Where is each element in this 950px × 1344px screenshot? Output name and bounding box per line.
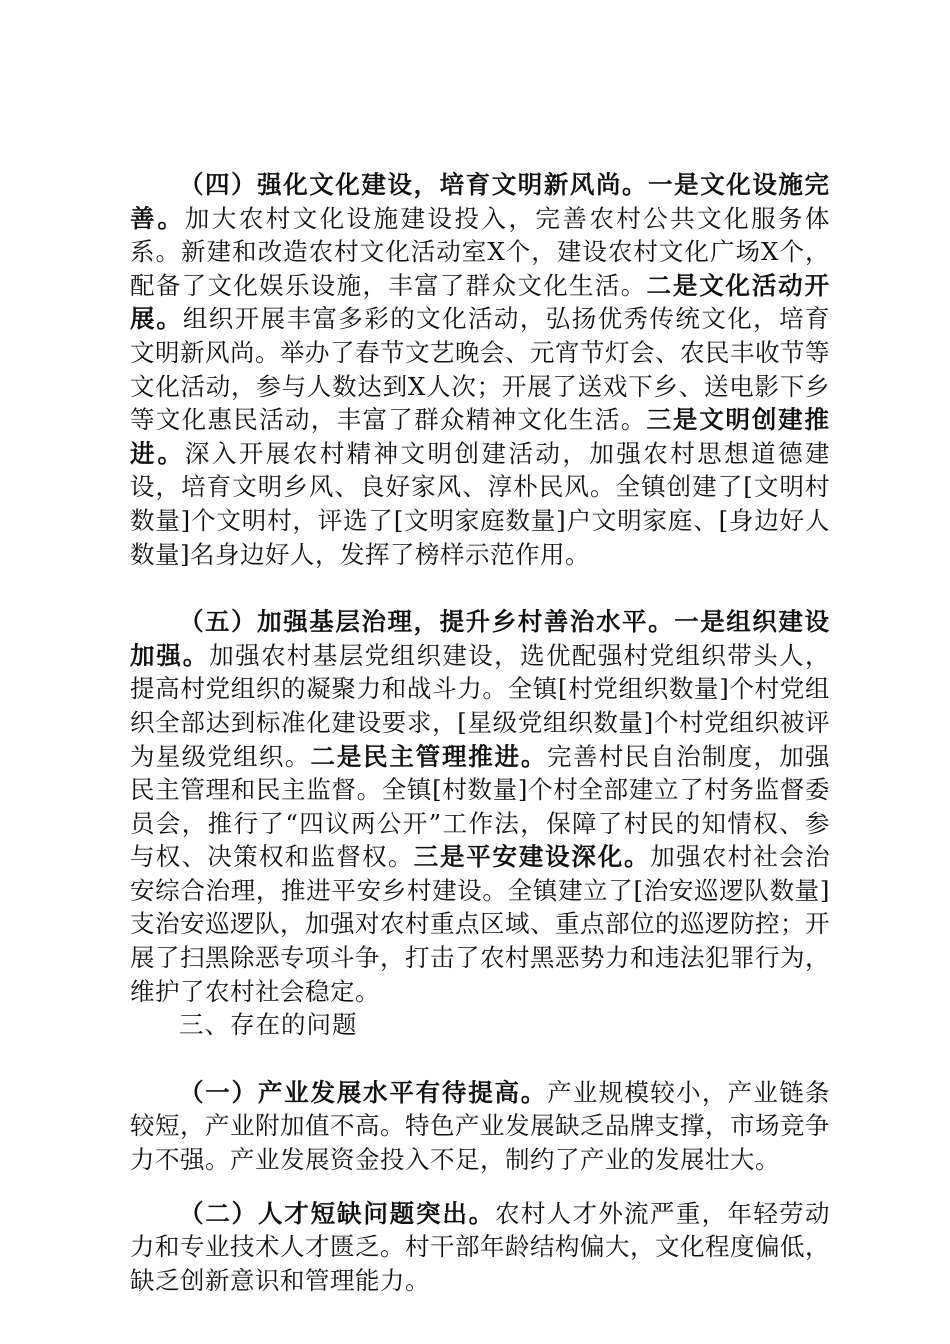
para-heading: （五）加强基层治理，提升乡村善治水平。 (179, 607, 675, 637)
body-text: 加强农村基层党组织建设，选优配强村党组织带头人，提高村党组织的凝聚力和战斗力。全镇[村党组织数量]个村党组织全部达到标准化建设要求，[星级党组织数量]个村党组织被评为星级党组织。 (130, 640, 831, 771)
para-heading: （二）人才短缺问题突出。 (179, 1198, 495, 1228)
body-text: 农村人才外流严重，年轻劳动力和专业技术人才匮乏。村干部年龄结构偏大，文化程度偏低，缺乏创新意识和管理能力。 (130, 1198, 830, 1295)
para-heading: （一）产业发展水平有待提高。 (179, 1077, 548, 1107)
paragraph-culture-building (130, 168, 830, 571)
body-text: 组织开展丰富多彩的文化活动，弘扬优秀传统文化，培育文明新风尚。举办了春节文艺晚会、元宵节灯会、农民丰收节等文化活动，参与人数达到X人次；开展了送戏下乡、送电影下乡等文化惠民活动，丰富了群众精神文化生活。 (130, 304, 831, 435)
subpoint-title: 一是组织建设加强。 (130, 607, 830, 670)
paragraph-grassroots-governance (130, 605, 830, 1008)
paragraph-problem-talent (130, 1197, 830, 1298)
subpoint-title: 一是文化设施完善。 (130, 170, 830, 233)
body-text: 深入开展农村精神文明创建活动，加强农村思想道德建设，培育文明乡风、良好家风、淳朴民风。全镇创建了[文明村数量]个文明村，评选了[文明家庭数量]户文明家庭、[身边好人数量]名身边好人，发挥了榜样示范作用。 (130, 438, 830, 569)
body-text: 加强农村社会治安综合治理，推进平安乡村建设。全镇建立了[治安巡逻队数量]支治安巡逻队，加强对农村重点区域、重点部位的巡逻防控；开展了扫黑除恶专项斗争，打击了农村黑恶势力和违法犯罪行为，维护了农村社会稳定。 (130, 842, 831, 1006)
body-text: 加大农村文化设施建设投入，完善农村公共文化服务体系。新建和改造农村文化活动室X个，建设农村文化广场X个，配备了文化娱乐设施，丰富了群众文化生活。 (130, 203, 830, 300)
para-heading: （四）强化文化建设，培育文明新风尚。 (179, 170, 649, 199)
paragraph-problem-industry (130, 1076, 830, 1177)
document-page (130, 168, 830, 1297)
body-text: 产业规模较小，产业链条较短，产业附加值不高。特色产业发展缺乏品牌支撑，市场竞争力不强。产业发展资金投入不足，制约了产业的发展壮大。 (130, 1077, 831, 1175)
subpoint-title: 二是民主管理推进。 (310, 741, 548, 771)
subpoint-title: 二是文化活动开展。 (130, 270, 831, 334)
section-heading-problems: 三、存在的问题 (179, 1010, 358, 1040)
subpoint-title: 三是平安建设深化。 (413, 842, 651, 872)
body-text: 完善村民自治制度，加强民主管理和民主监督。全镇[村数量]个村全部建立了村务监督委员会，推行了“四议两公开”工作法，保障了村民的知情权、参与权、决策权和监督权。 (130, 741, 831, 872)
subpoint-title: 三是文明创建推进。 (130, 405, 831, 468)
